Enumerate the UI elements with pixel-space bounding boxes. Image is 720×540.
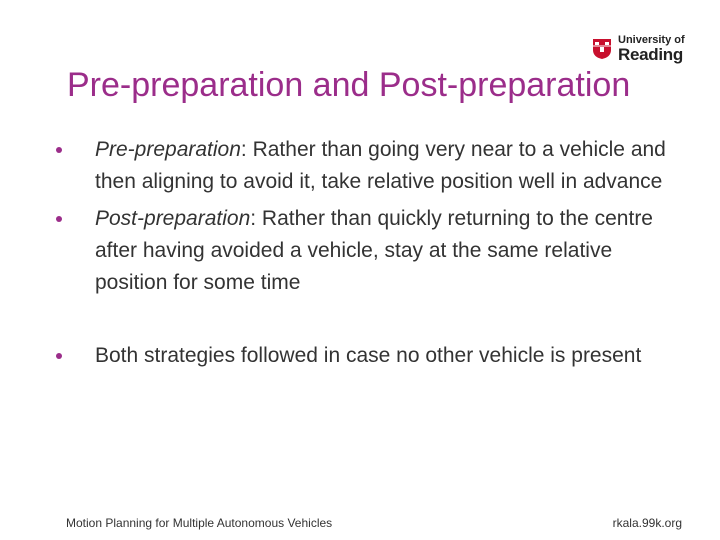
- bullet-dot-icon: [56, 147, 62, 153]
- bullet-text: : Rather than going very near to a vehicle and then aligning to avoid it, take relative position well in advance: [95, 138, 666, 193]
- footer-presentation-title: Motion Planning for Multiple Autonomous Vehicles: [66, 516, 333, 530]
- bullet-text: : Rather than quickly returning to the centre after having avoided a vehicle, stay at the same relative position for some time: [95, 207, 653, 294]
- university-crest-icon: [592, 38, 612, 60]
- bullet-dot-icon: [56, 353, 62, 359]
- footer-website: rkala.99k.org: [612, 516, 682, 530]
- bullet-text: Both strategies followed in case no other vehicle is present: [95, 344, 642, 367]
- bullet-term: Pre-preparation: [95, 138, 241, 161]
- logo-line-reading: Reading: [618, 45, 683, 64]
- bullet-item: [52, 134, 672, 198]
- logo-line-university-of: University of: [618, 34, 685, 46]
- slide-title: Pre-preparation and Post-preparation: [67, 66, 631, 104]
- bullet-item: [52, 340, 672, 372]
- bullet-dot-icon: [56, 216, 62, 222]
- bullet-term: Post-preparation: [95, 207, 251, 230]
- university-logo: [592, 30, 692, 68]
- bullet-item: [52, 203, 672, 299]
- bullet-list: [52, 134, 672, 372]
